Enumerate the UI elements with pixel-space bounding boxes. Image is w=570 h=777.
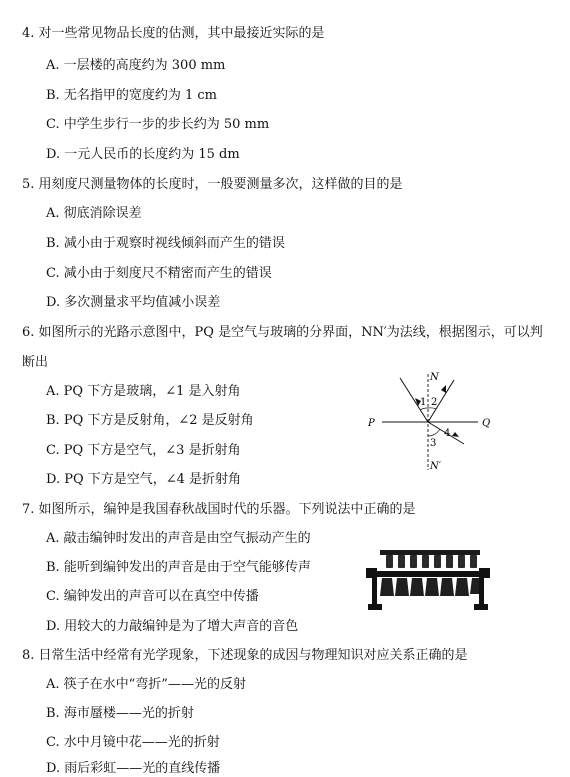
question-5-option-c: C. 减小由于刻度尺不精密而产生的错误 (46, 266, 272, 281)
question-7-option-b: B. 能听到编钟发出的声音是由于空气能够传声 (46, 560, 311, 575)
question-6-option-d: D. PQ 下方是空气，∠4 是折射角 (46, 472, 242, 487)
question-8-option-a: A. 筷子在水中“弯折”——光的反射 (46, 677, 246, 692)
label-angle-1: 1 (420, 397, 427, 408)
question-5-option-d: D. 多次测量求平均值减小误差 (46, 295, 221, 310)
light-path-diagram (360, 370, 500, 480)
question-7-option-d: D. 用较大的力敲编钟是为了增大声音的音色 (46, 619, 299, 634)
question-4-option-a: A. 一层楼的高度约为 300 mm (46, 58, 226, 73)
question-5-option-b: B. 减小由于观察时视线倾斜而产生的错误 (46, 236, 285, 251)
label-p: P (368, 418, 375, 429)
arrow-head-refracted (452, 432, 459, 437)
question-6-option-a: A. PQ 下方是玻璃，∠1 是入射角 (46, 384, 241, 399)
label-angle-4: 4 (444, 428, 451, 439)
question-6-option-b: B. PQ 下方是反射角，∠2 是反射角 (46, 413, 254, 428)
question-4-option-d: D. 一元人民币的长度约为 15 dm (46, 147, 240, 162)
angle-arc-1 (420, 408, 428, 410)
label-q: Q (482, 418, 491, 429)
angle-arc-3 (428, 429, 440, 436)
question-6-option-c: C. PQ 下方是空气，∠3 是折射角 (46, 443, 241, 458)
arrow-head-reflected (441, 385, 446, 393)
question-4-option-b: B. 无名指甲的宽度约为 1 cm (46, 88, 217, 103)
question-5-stem: 5. 用刻度尺测量物体的长度时，一般要测量多次，这样做的目的是 (22, 177, 403, 192)
question-5-option-a: A. 彻底消除误差 (46, 206, 142, 221)
chime-bells-image (364, 548, 492, 614)
question-8-stem: 8. 日常生活中经常有光学现象，下述现象的成因与物理知识对应关系正确的是 (22, 648, 468, 663)
question-4-stem: 4. 对一些常见物品长度的估测，其中最接近实际的是 (22, 26, 325, 41)
question-4-option-c: C. 中学生步行一步的步长约为 50 mm (46, 117, 270, 132)
label-angle-2: 2 (431, 397, 438, 408)
question-6-stem-line2: 断出 (22, 355, 49, 370)
label-n-prime: N′ (430, 461, 442, 472)
label-angle-3: 3 (430, 438, 437, 449)
question-7-option-c: C. 编钟发出的声音可以在真空中传播 (46, 589, 259, 604)
question-8-option-d: D. 雨后彩虹——光的直线传播 (46, 761, 221, 776)
question-7-stem: 7. 如图所示，编钟是我国春秋战国时代的乐器。下列说法中正确的是 (22, 502, 416, 517)
question-6-stem-line1: 6. 如图所示的光路示意图中，PQ 是空气与玻璃的分界面，NN′为法线，根据图示，可以判 (22, 325, 543, 340)
question-8-option-c: C. 水中月镜中花——光的折射 (46, 735, 220, 750)
question-8-option-b: B. 海市蜃楼——光的折射 (46, 706, 194, 721)
label-n: N (430, 372, 439, 383)
question-7-option-a: A. 敲击编钟时发出的声音是由空气振动产生的 (46, 531, 311, 546)
